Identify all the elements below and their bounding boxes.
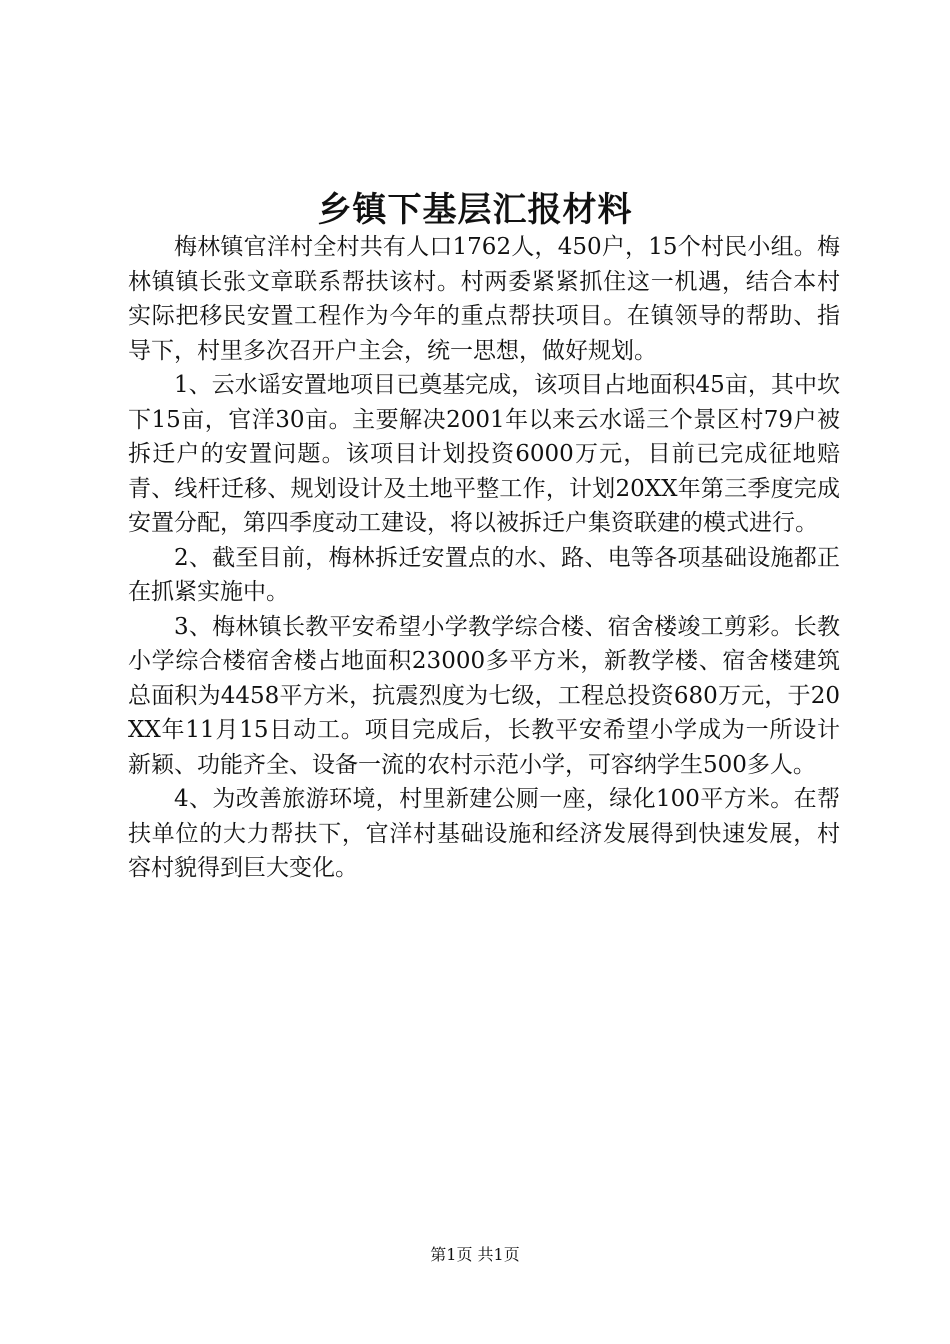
- paragraph-intro: 梅林镇官洋村全村共有人口1762人，450户，15个村民小组。梅林镇镇长张文章联系帮扶该村。村两委紧紧抓住这一机遇，结合本村实际把移民安置工程作为今年的重点帮扶项目。在镇领导的帮助、指导下，村里多次召开户主会，统一思想，做好规划。: [128, 234, 840, 364]
- paragraph-item-4: 4、为改善旅游环境，村里新建公厕一座，绿化100平方米。在帮扶单位的大力帮扶下，官洋村基础设施和经济发展得到快速发展，村容村貌得到巨大变化。: [128, 786, 840, 881]
- paragraph-item-3: 3、梅林镇长教平安希望小学教学综合楼、宿舍楼竣工剪彩。长教小学综合楼宿舍楼占地面积23000多平方米，新教学楼、宿舍楼建筑总面积为4458平方米，抗震烈度为七级，工程总投资680万元，于20XX年11月15日动工。项目完成后，长教平安希望小学成为一所设计新颖、功能齐全、设备一流的农村示范小学，可容纳学生500多人。: [128, 613, 840, 778]
- page-number-footer: 第1页 共1页: [430, 1245, 520, 1264]
- document-title: 乡镇下基层汇报材料: [317, 190, 633, 230]
- document-body: [128, 230, 840, 886]
- paragraph-item-1: 1、云水谣安置地项目已奠基完成，该项目占地面积45亩，其中坎下15亩，官洋30亩。主要解决2001年以来云水谣三个景区村79户被拆迁户的安置问题。该项目计划投资6000万元，目前已完成征地赔青、线杆迁移、规划设计及土地平整工作，计划20XX年第三季度完成安置分配，第四季度动工建设，将以被拆迁户集资联建的模式进行。: [128, 372, 840, 536]
- paragraph-item-2: 2、截至目前，梅林拆迁安置点的水、路、电等各项基础设施都正在抓紧实施中。: [128, 544, 840, 605]
